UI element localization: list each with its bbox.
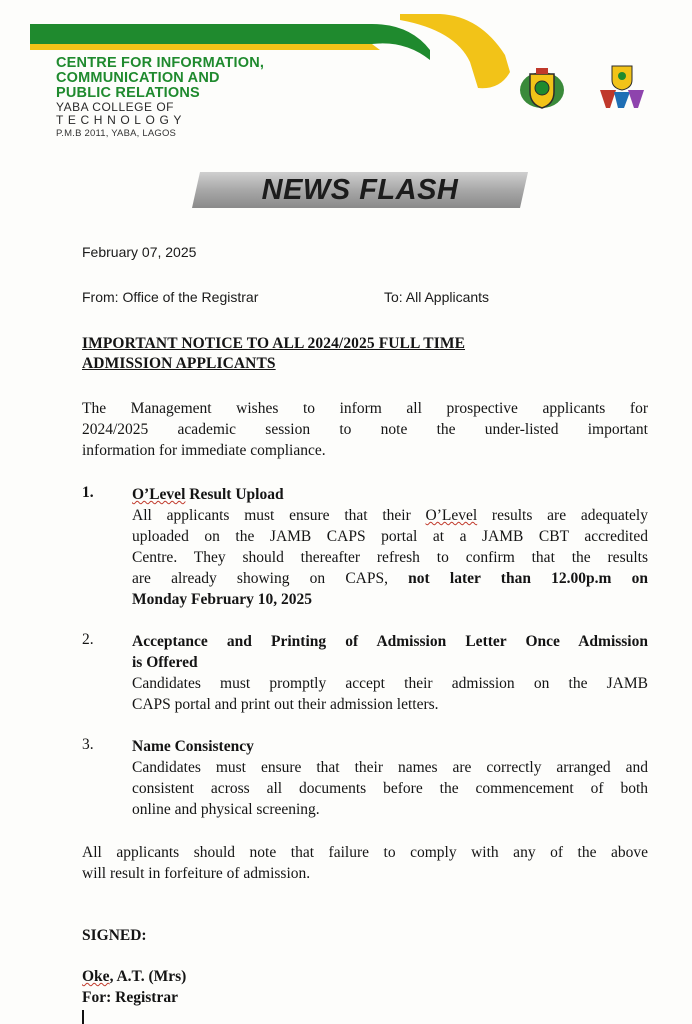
item-1-line-1: All applicants must ensure that their O’Level results are adequately: [132, 507, 648, 524]
text-cursor: [82, 1010, 84, 1024]
notice-to: To: All Applicants: [384, 289, 490, 305]
item-2-line-1: Candidates must promptly accept their admission on the JAMB: [132, 675, 648, 692]
college-crest-icon: [518, 66, 566, 110]
notice-date: February 07, 2025: [82, 244, 197, 260]
item-2-line-2: CAPS portal and print out their admission letters.: [132, 696, 439, 713]
notice-title-line-2: ADMISSION APPLICANTS: [82, 355, 276, 372]
intro-line-1: The Management wishes to inform all prospective applicants for: [82, 400, 648, 417]
signatory-role: For: Registrar: [82, 989, 178, 1006]
notice-from: From: Office of the Registrar: [82, 289, 259, 305]
closing-line-1: All applicants should note that failure to comply with any of the above: [82, 844, 648, 861]
item-1-line-2: uploaded on the JAMB CAPS portal at a JAMB CBT accredited: [132, 528, 648, 545]
org-name-line-2: COMMUNICATION AND: [56, 70, 220, 86]
item-1-number: 1.: [82, 484, 94, 501]
item-3-line-3: online and physical screening.: [132, 801, 320, 818]
intro-line-3: information for immediate compliance.: [82, 442, 326, 459]
org-name-line-1: CENTRE FOR INFORMATION,: [56, 55, 265, 71]
item-3-title: Name Consistency: [132, 738, 254, 755]
notice-title-line-1: IMPORTANT NOTICE TO ALL 2024/2025 FULL TIME: [82, 335, 466, 352]
org-name-line-3: PUBLIC RELATIONS: [56, 85, 200, 101]
college-name-line-2: TECHNOLOGY: [56, 113, 187, 127]
item-1-line-4: are already showing on CAPS, not later than 12.00p.m on: [132, 570, 648, 587]
college-name-line-1: YABA COLLEGE OF: [56, 100, 174, 114]
yabatech-emblem-icon: [596, 64, 648, 110]
item-2-title-line-1: Acceptance and Printing of Admission Letter Once Admission: [132, 633, 648, 650]
item-2-title-line-2: is Offered: [132, 654, 198, 671]
item-3-number: 3.: [82, 736, 94, 753]
closing-line-2: will result in forfeiture of admission.: [82, 865, 311, 882]
item-1-title: O’Level Result Upload: [132, 486, 284, 503]
item-1-line-3: Centre. They should thereafter refresh to confirm that the results: [132, 549, 648, 566]
college-address: P.M.B 2011, YABA, LAGOS: [56, 128, 177, 139]
intro-line-2: 2024/2025 academic session to note the under-listed important: [82, 421, 648, 438]
news-flash-title: NEWS FLASH: [261, 173, 459, 206]
signed-label: SIGNED:: [82, 927, 147, 944]
item-2-number: 2.: [82, 631, 94, 648]
item-1-line-5: Monday February 10, 2025: [132, 591, 312, 608]
signatory-name: Oke, A.T. (Mrs): [82, 968, 187, 985]
item-3-line-1: Candidates must ensure that their names are correctly arranged and: [132, 759, 648, 776]
item-3-line-2: consistent across all documents before the commencement of both: [132, 780, 648, 797]
